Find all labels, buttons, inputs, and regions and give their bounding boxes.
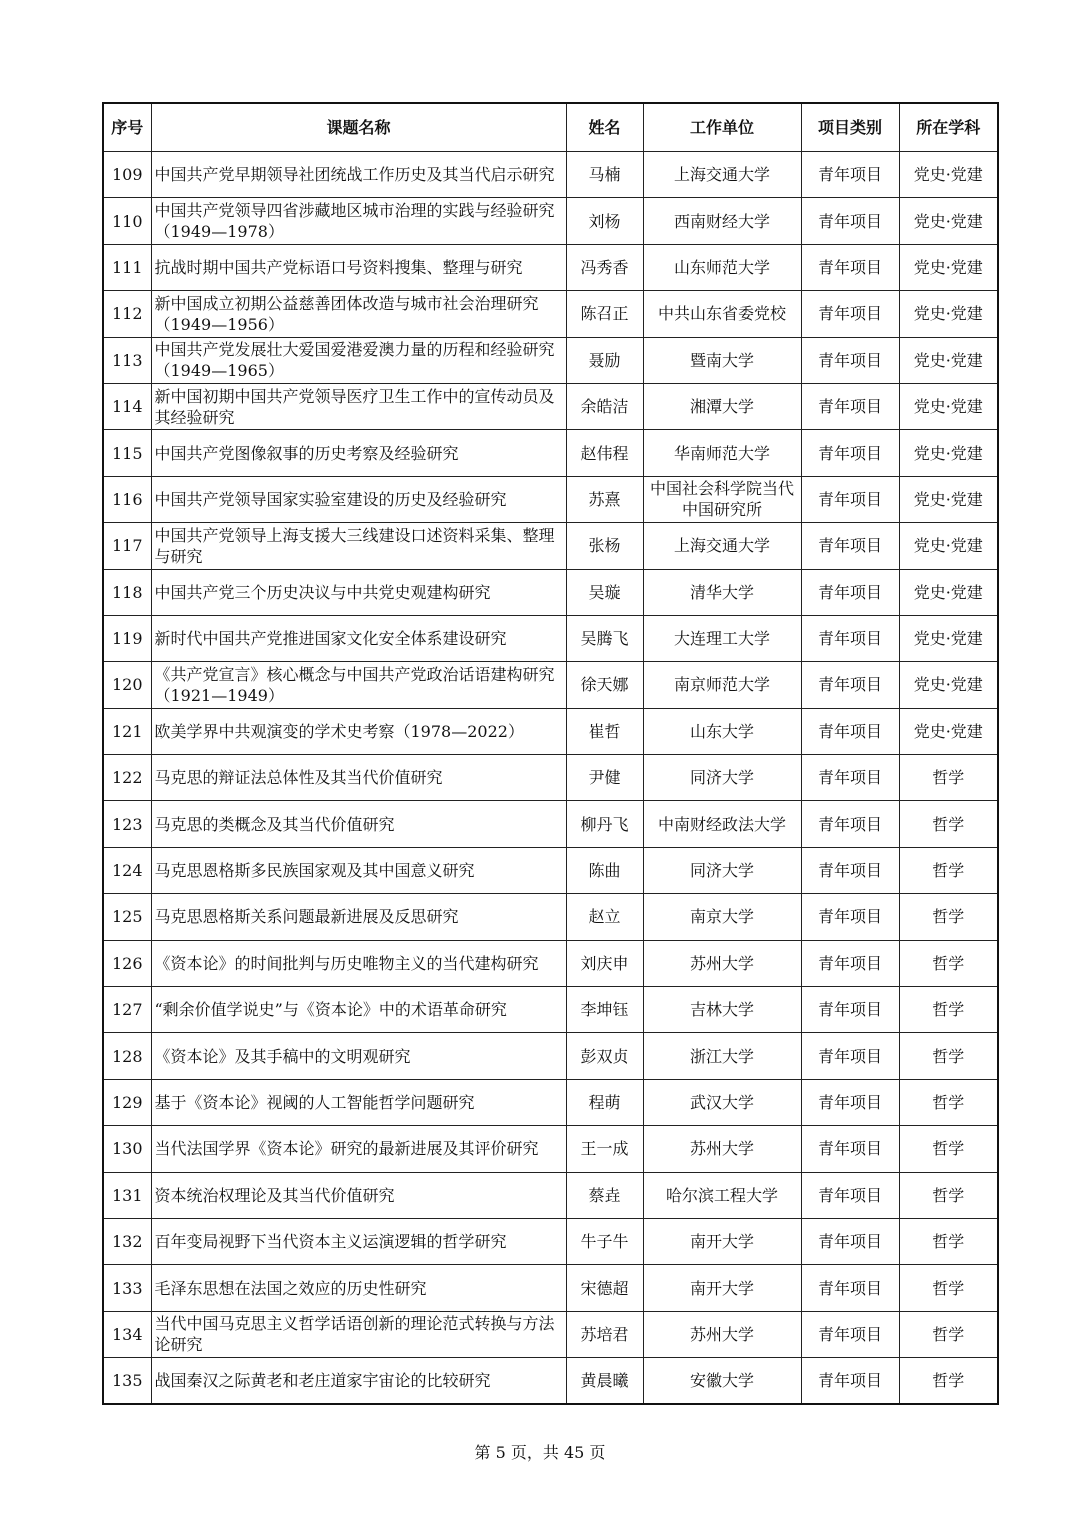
cell-type: 青年项目 [801,708,899,754]
cell-unit: 中国社会科学院当代中国研究所 [643,476,801,522]
cell-title: 毛泽东思想在法国之效应的历史性研究 [151,1265,566,1311]
cell-title: 中国共产党早期领导社团统战工作历史及其当代启示研究 [151,152,566,198]
cell-subject: 党史·党建 [899,430,998,476]
cell-type: 青年项目 [801,755,899,801]
cell-subject: 党史·党建 [899,291,998,337]
cell-no: 114 [103,383,151,429]
table-row [103,662,998,708]
cell-no: 130 [103,1126,151,1172]
cell-no: 124 [103,847,151,893]
cell-name: 蔡垚 [566,1172,643,1218]
cell-no: 110 [103,198,151,244]
cell-name: 尹健 [566,755,643,801]
cell-subject: 党史·党建 [899,662,998,708]
cell-unit: 浙江大学 [643,1033,801,1079]
cell-title: 中国共产党领导国家实验室建设的历史及经验研究 [151,476,566,522]
cell-name: 聂励 [566,337,643,383]
cell-no: 112 [103,291,151,337]
cell-subject: 哲学 [899,1126,998,1172]
cell-type: 青年项目 [801,1033,899,1079]
cell-unit: 南开大学 [643,1218,801,1264]
cell-unit: 武汉大学 [643,1079,801,1125]
cell-no: 132 [103,1218,151,1264]
cell-unit: 华南师范大学 [643,430,801,476]
table-row [103,894,998,940]
cell-name: 宋德超 [566,1265,643,1311]
cell-name: 刘庆申 [566,940,643,986]
cell-name: 陈召正 [566,291,643,337]
cell-subject: 哲学 [899,1172,998,1218]
project-table [102,102,999,1405]
cell-unit: 苏州大学 [643,1126,801,1172]
cell-name: 刘杨 [566,198,643,244]
table-row [103,1311,998,1357]
cell-subject: 哲学 [899,1079,998,1125]
cell-unit: 同济大学 [643,755,801,801]
table-row [103,708,998,754]
cell-subject: 哲学 [899,847,998,893]
cell-title: 基于《资本论》视阈的人工智能哲学问题研究 [151,1079,566,1125]
cell-name: 彭双贞 [566,1033,643,1079]
cell-subject: 党史·党建 [899,476,998,522]
cell-title: 欧美学界中共观演变的学术史考察（1978—2022） [151,708,566,754]
cell-no: 119 [103,615,151,661]
cell-title: 马克思恩格斯关系问题最新进展及反思研究 [151,894,566,940]
cell-type: 青年项目 [801,894,899,940]
cell-subject: 党史·党建 [899,152,998,198]
cell-title: 中国共产党领导上海支援大三线建设口述资料采集、整理与研究 [151,523,566,569]
cell-title: 中国共产党领导四省涉藏地区城市治理的实践与经验研究（1949—1978） [151,198,566,244]
header-name: 姓名 [566,103,643,152]
cell-no: 135 [103,1358,151,1404]
cell-title: 当代法国学界《资本论》研究的最新进展及其评价研究 [151,1126,566,1172]
cell-no: 113 [103,337,151,383]
cell-name: 余皓洁 [566,383,643,429]
cell-type: 青年项目 [801,662,899,708]
cell-no: 126 [103,940,151,986]
cell-unit: 大连理工大学 [643,615,801,661]
cell-unit: 中南财经政法大学 [643,801,801,847]
cell-subject: 哲学 [899,1218,998,1264]
cell-title: 百年变局视野下当代资本主义运演逻辑的哲学研究 [151,1218,566,1264]
cell-name: 王一成 [566,1126,643,1172]
cell-subject: 哲学 [899,987,998,1033]
cell-no: 128 [103,1033,151,1079]
cell-name: 李坤钰 [566,987,643,1033]
cell-subject: 哲学 [899,1358,998,1404]
cell-no: 116 [103,476,151,522]
header-title: 课题名称 [151,103,566,152]
cell-type: 青年项目 [801,1311,899,1357]
header-no: 序号 [103,103,151,152]
cell-type: 青年项目 [801,337,899,383]
cell-title: 新中国初期中国共产党领导医疗卫生工作中的宣传动员及其经验研究 [151,383,566,429]
table-row [103,244,998,290]
table-row [103,476,998,522]
cell-type: 青年项目 [801,383,899,429]
cell-type: 青年项目 [801,615,899,661]
cell-subject: 党史·党建 [899,569,998,615]
cell-type: 青年项目 [801,801,899,847]
cell-title: 新中国成立初期公益慈善团体改造与城市社会治理研究（1949—1956） [151,291,566,337]
table-row [103,523,998,569]
table-body [103,152,998,1405]
cell-title: 《资本论》及其手稿中的文明观研究 [151,1033,566,1079]
cell-name: 程萌 [566,1079,643,1125]
table-row [103,1126,998,1172]
table-header-row [103,103,998,152]
cell-type: 青年项目 [801,152,899,198]
cell-name: 崔哲 [566,708,643,754]
cell-title: 马克思的辩证法总体性及其当代价值研究 [151,755,566,801]
cell-no: 120 [103,662,151,708]
cell-subject: 党史·党建 [899,337,998,383]
table-row [103,337,998,383]
cell-no: 127 [103,987,151,1033]
cell-no: 123 [103,801,151,847]
cell-no: 111 [103,244,151,290]
table-row [103,291,998,337]
cell-unit: 中共山东省委党校 [643,291,801,337]
cell-no: 133 [103,1265,151,1311]
cell-name: 柳丹飞 [566,801,643,847]
cell-type: 青年项目 [801,523,899,569]
table-row [103,801,998,847]
cell-unit: 吉林大学 [643,987,801,1033]
table-row [103,430,998,476]
table-row [103,987,998,1033]
cell-title: 马克思恩格斯多民族国家观及其中国意义研究 [151,847,566,893]
cell-unit: 上海交通大学 [643,152,801,198]
cell-unit: 暨南大学 [643,337,801,383]
cell-name: 冯秀香 [566,244,643,290]
cell-subject: 哲学 [899,755,998,801]
table-row [103,1358,998,1404]
cell-name: 苏培君 [566,1311,643,1357]
cell-name: 陈曲 [566,847,643,893]
table-row [103,569,998,615]
cell-type: 青年项目 [801,1126,899,1172]
table-row [103,755,998,801]
cell-subject: 党史·党建 [899,244,998,290]
cell-name: 吴腾飞 [566,615,643,661]
cell-title: 《资本论》的时间批判与历史唯物主义的当代建构研究 [151,940,566,986]
cell-type: 青年项目 [801,987,899,1033]
header-unit: 工作单位 [643,103,801,152]
cell-type: 青年项目 [801,1358,899,1404]
cell-no: 115 [103,430,151,476]
cell-unit: 山东大学 [643,708,801,754]
cell-name: 赵伟程 [566,430,643,476]
cell-title: 中国共产党发展壮大爱国爱港爱澳力量的历程和经验研究（1949—1965） [151,337,566,383]
cell-subject: 党史·党建 [899,383,998,429]
cell-name: 张杨 [566,523,643,569]
cell-subject: 党史·党建 [899,523,998,569]
cell-type: 青年项目 [801,1172,899,1218]
cell-unit: 西南财经大学 [643,198,801,244]
table-row [103,1172,998,1218]
cell-unit: 山东师范大学 [643,244,801,290]
table-row [103,152,998,198]
cell-type: 青年项目 [801,291,899,337]
cell-type: 青年项目 [801,1265,899,1311]
cell-type: 青年项目 [801,940,899,986]
cell-no: 125 [103,894,151,940]
table-row [103,1079,998,1125]
cell-name: 徐天娜 [566,662,643,708]
table-row [103,1218,998,1264]
cell-name: 赵立 [566,894,643,940]
cell-type: 青年项目 [801,569,899,615]
cell-title: 中国共产党三个历史决议与中共党史观建构研究 [151,569,566,615]
cell-unit: 安徽大学 [643,1358,801,1404]
cell-title: 抗战时期中国共产党标语口号资料搜集、整理与研究 [151,244,566,290]
cell-subject: 党史·党建 [899,615,998,661]
cell-no: 118 [103,569,151,615]
cell-name: 牛子牛 [566,1218,643,1264]
cell-unit: 哈尔滨工程大学 [643,1172,801,1218]
cell-subject: 哲学 [899,801,998,847]
cell-no: 117 [103,523,151,569]
cell-type: 青年项目 [801,430,899,476]
cell-name: 黄晨曦 [566,1358,643,1404]
page-footer: 第 5 页，共 45 页 [474,1443,606,1462]
cell-type: 青年项目 [801,1079,899,1125]
cell-title: 当代中国马克思主义哲学话语创新的理论范式转换与方法论研究 [151,1311,566,1357]
table-row [103,847,998,893]
cell-no: 109 [103,152,151,198]
table-row [103,940,998,986]
table-row [103,198,998,244]
cell-title: “剩余价值学说史”与《资本论》中的术语革命研究 [151,987,566,1033]
cell-type: 青年项目 [801,847,899,893]
cell-no: 131 [103,1172,151,1218]
cell-unit: 苏州大学 [643,1311,801,1357]
cell-no: 122 [103,755,151,801]
cell-unit: 清华大学 [643,569,801,615]
table-row [103,615,998,661]
cell-type: 青年项目 [801,198,899,244]
cell-name: 马楠 [566,152,643,198]
cell-subject: 党史·党建 [899,198,998,244]
cell-unit: 南开大学 [643,1265,801,1311]
cell-unit: 南京师范大学 [643,662,801,708]
cell-subject: 哲学 [899,940,998,986]
cell-unit: 苏州大学 [643,940,801,986]
cell-title: 马克思的类概念及其当代价值研究 [151,801,566,847]
cell-type: 青年项目 [801,476,899,522]
cell-title: 《共产党宣言》核心概念与中国共产党政治话语建构研究（1921—1949） [151,662,566,708]
cell-no: 121 [103,708,151,754]
cell-title: 资本统治权理论及其当代价值研究 [151,1172,566,1218]
cell-unit: 上海交通大学 [643,523,801,569]
cell-subject: 党史·党建 [899,708,998,754]
table-row [103,1265,998,1311]
table-row [103,1033,998,1079]
cell-subject: 哲学 [899,894,998,940]
cell-title: 新时代中国共产党推进国家文化安全体系建设研究 [151,615,566,661]
cell-title: 中国共产党图像叙事的历史考察及经验研究 [151,430,566,476]
cell-subject: 哲学 [899,1033,998,1079]
header-type: 项目类别 [801,103,899,152]
cell-unit: 同济大学 [643,847,801,893]
cell-subject: 哲学 [899,1311,998,1357]
cell-name: 苏熹 [566,476,643,522]
cell-title: 战国秦汉之际黄老和老庄道家宇宙论的比较研究 [151,1358,566,1404]
header-subject: 所在学科 [899,103,998,152]
cell-no: 134 [103,1311,151,1357]
cell-unit: 湘潭大学 [643,383,801,429]
cell-type: 青年项目 [801,1218,899,1264]
table-row [103,383,998,429]
cell-type: 青年项目 [801,244,899,290]
cell-no: 129 [103,1079,151,1125]
cell-name: 吴璇 [566,569,643,615]
cell-subject: 哲学 [899,1265,998,1311]
cell-unit: 南京大学 [643,894,801,940]
